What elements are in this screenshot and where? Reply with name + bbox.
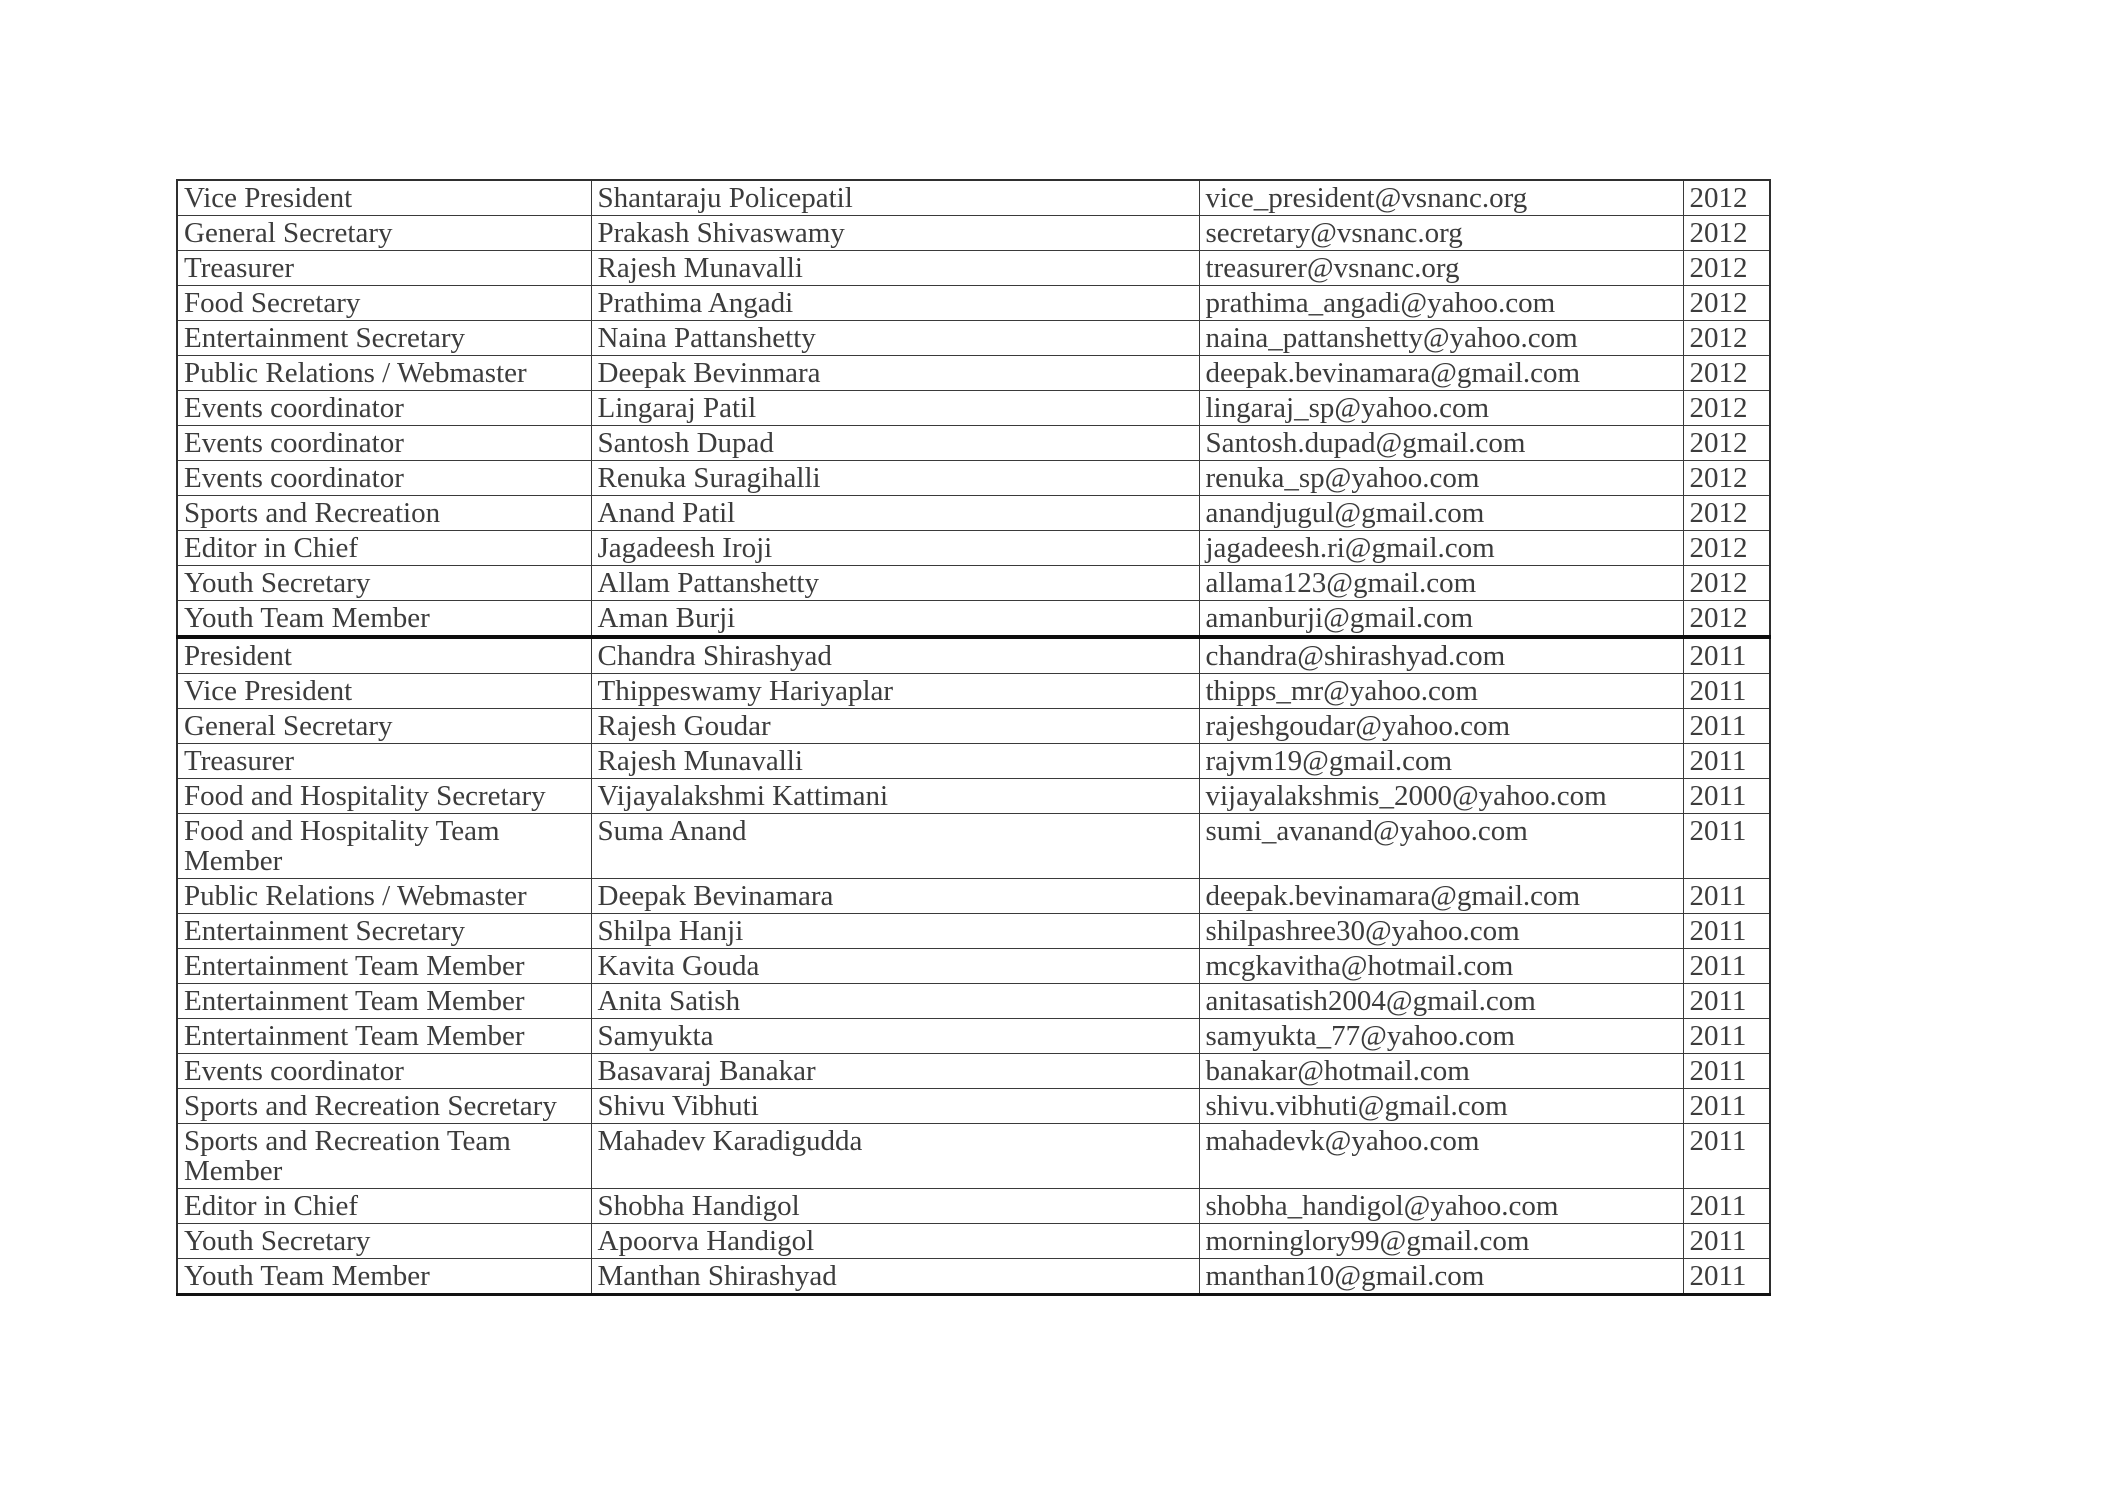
year-cell: 2011 bbox=[1683, 1054, 1770, 1089]
table-row bbox=[177, 879, 1770, 914]
email-cell: treasurer@vsnanc.org bbox=[1199, 251, 1683, 286]
name-cell: Deepak Bevinmara bbox=[591, 356, 1199, 391]
table-row bbox=[177, 531, 1770, 566]
role-cell: Food and Hospitality Secretary bbox=[177, 779, 591, 814]
table-row bbox=[177, 914, 1770, 949]
year-cell: 2012 bbox=[1683, 286, 1770, 321]
year-cell: 2012 bbox=[1683, 321, 1770, 356]
name-cell: Shobha Handigol bbox=[591, 1189, 1199, 1224]
year-cell: 2011 bbox=[1683, 1189, 1770, 1224]
table-row bbox=[177, 814, 1770, 879]
role-cell: Editor in Chief bbox=[177, 1189, 591, 1224]
role-cell: Entertainment Team Member bbox=[177, 984, 591, 1019]
name-cell: Allam Pattanshetty bbox=[591, 566, 1199, 601]
role-cell: General Secretary bbox=[177, 216, 591, 251]
year-cell: 2011 bbox=[1683, 1019, 1770, 1054]
year-cell: 2012 bbox=[1683, 601, 1770, 638]
email-cell: banakar@hotmail.com bbox=[1199, 1054, 1683, 1089]
role-cell: Entertainment Team Member bbox=[177, 949, 591, 984]
role-cell: Public Relations / Webmaster bbox=[177, 879, 591, 914]
year-cell: 2012 bbox=[1683, 356, 1770, 391]
table-row bbox=[177, 1259, 1770, 1295]
table-row bbox=[177, 1224, 1770, 1259]
email-cell: lingaraj_sp@yahoo.com bbox=[1199, 391, 1683, 426]
role-cell: Sports and Recreation bbox=[177, 496, 591, 531]
email-cell: rajeshgoudar@yahoo.com bbox=[1199, 709, 1683, 744]
role-cell: Events coordinator bbox=[177, 391, 591, 426]
email-cell: Santosh.dupad@gmail.com bbox=[1199, 426, 1683, 461]
table-row bbox=[177, 674, 1770, 709]
name-cell: Shivu Vibhuti bbox=[591, 1089, 1199, 1124]
year-cell: 2012 bbox=[1683, 180, 1770, 216]
role-cell: Vice President bbox=[177, 674, 591, 709]
year-cell: 2011 bbox=[1683, 914, 1770, 949]
role-cell: Public Relations / Webmaster bbox=[177, 356, 591, 391]
year-cell: 2011 bbox=[1683, 1224, 1770, 1259]
name-cell: Rajesh Goudar bbox=[591, 709, 1199, 744]
role-cell: Youth Secretary bbox=[177, 1224, 591, 1259]
committee-table-container bbox=[176, 179, 1771, 1296]
year-cell: 2011 bbox=[1683, 1259, 1770, 1295]
year-cell: 2011 bbox=[1683, 779, 1770, 814]
role-cell: Youth Team Member bbox=[177, 601, 591, 638]
name-cell: Vijayalakshmi Kattimani bbox=[591, 779, 1199, 814]
name-cell: Shilpa Hanji bbox=[591, 914, 1199, 949]
name-cell: Manthan Shirashyad bbox=[591, 1259, 1199, 1295]
name-cell: Shantaraju Policepatil bbox=[591, 180, 1199, 216]
table-row bbox=[177, 321, 1770, 356]
year-cell: 2011 bbox=[1683, 814, 1770, 879]
name-cell: Deepak Bevinamara bbox=[591, 879, 1199, 914]
role-cell: Youth Team Member bbox=[177, 1259, 591, 1295]
email-cell: morninglory99@gmail.com bbox=[1199, 1224, 1683, 1259]
role-cell: Events coordinator bbox=[177, 461, 591, 496]
name-cell: Kavita Gouda bbox=[591, 949, 1199, 984]
year-cell: 2011 bbox=[1683, 637, 1770, 674]
table-row bbox=[177, 566, 1770, 601]
year-cell: 2011 bbox=[1683, 744, 1770, 779]
name-cell: Suma Anand bbox=[591, 814, 1199, 879]
table-row bbox=[177, 391, 1770, 426]
year-cell: 2011 bbox=[1683, 1089, 1770, 1124]
name-cell: Prathima Angadi bbox=[591, 286, 1199, 321]
year-cell: 2011 bbox=[1683, 984, 1770, 1019]
year-cell: 2011 bbox=[1683, 1124, 1770, 1189]
role-cell: Youth Secretary bbox=[177, 566, 591, 601]
name-cell: Jagadeesh Iroji bbox=[591, 531, 1199, 566]
role-cell: President bbox=[177, 637, 591, 674]
year-cell: 2011 bbox=[1683, 949, 1770, 984]
section-2011 bbox=[177, 637, 1770, 1295]
year-cell: 2012 bbox=[1683, 251, 1770, 286]
table-row bbox=[177, 1019, 1770, 1054]
email-cell: naina_pattanshetty@yahoo.com bbox=[1199, 321, 1683, 356]
table-row bbox=[177, 1189, 1770, 1224]
email-cell: jagadeesh.ri@gmail.com bbox=[1199, 531, 1683, 566]
role-cell: Entertainment Team Member bbox=[177, 1019, 591, 1054]
role-cell: Entertainment Secretary bbox=[177, 914, 591, 949]
email-cell: shivu.vibhuti@gmail.com bbox=[1199, 1089, 1683, 1124]
year-cell: 2012 bbox=[1683, 461, 1770, 496]
role-cell: Food and Hospitality Team Member bbox=[177, 814, 591, 879]
email-cell: shilpashree30@yahoo.com bbox=[1199, 914, 1683, 949]
role-cell: Vice President bbox=[177, 180, 591, 216]
table-row bbox=[177, 637, 1770, 674]
email-cell: manthan10@gmail.com bbox=[1199, 1259, 1683, 1295]
table-row bbox=[177, 1054, 1770, 1089]
email-cell: samyukta_77@yahoo.com bbox=[1199, 1019, 1683, 1054]
committee-table bbox=[176, 179, 1771, 1296]
year-cell: 2011 bbox=[1683, 709, 1770, 744]
email-cell: shobha_handigol@yahoo.com bbox=[1199, 1189, 1683, 1224]
role-cell: Treasurer bbox=[177, 744, 591, 779]
email-cell: anandjugul@gmail.com bbox=[1199, 496, 1683, 531]
table-row bbox=[177, 601, 1770, 638]
table-row bbox=[177, 744, 1770, 779]
role-cell: Events coordinator bbox=[177, 426, 591, 461]
table-row bbox=[177, 1124, 1770, 1189]
year-cell: 2012 bbox=[1683, 531, 1770, 566]
email-cell: renuka_sp@yahoo.com bbox=[1199, 461, 1683, 496]
name-cell: Samyukta bbox=[591, 1019, 1199, 1054]
year-cell: 2012 bbox=[1683, 216, 1770, 251]
email-cell: sumi_avanand@yahoo.com bbox=[1199, 814, 1683, 879]
name-cell: Prakash Shivaswamy bbox=[591, 216, 1199, 251]
role-cell: Editor in Chief bbox=[177, 531, 591, 566]
table-row bbox=[177, 496, 1770, 531]
year-cell: 2011 bbox=[1683, 674, 1770, 709]
year-cell: 2012 bbox=[1683, 391, 1770, 426]
name-cell: Anita Satish bbox=[591, 984, 1199, 1019]
table-row bbox=[177, 251, 1770, 286]
name-cell: Anand Patil bbox=[591, 496, 1199, 531]
email-cell: rajvm19@gmail.com bbox=[1199, 744, 1683, 779]
name-cell: Aman Burji bbox=[591, 601, 1199, 638]
table-row bbox=[177, 356, 1770, 391]
year-cell: 2012 bbox=[1683, 426, 1770, 461]
table-row bbox=[177, 779, 1770, 814]
email-cell: deepak.bevinamara@gmail.com bbox=[1199, 356, 1683, 391]
name-cell: Basavaraj Banakar bbox=[591, 1054, 1199, 1089]
email-cell: allama123@gmail.com bbox=[1199, 566, 1683, 601]
table-row bbox=[177, 180, 1770, 216]
year-cell: 2012 bbox=[1683, 496, 1770, 531]
name-cell: Renuka Suragihalli bbox=[591, 461, 1199, 496]
name-cell: Thippeswamy Hariyaplar bbox=[591, 674, 1199, 709]
year-cell: 2011 bbox=[1683, 879, 1770, 914]
table-row bbox=[177, 426, 1770, 461]
name-cell: Rajesh Munavalli bbox=[591, 744, 1199, 779]
email-cell: prathima_angadi@yahoo.com bbox=[1199, 286, 1683, 321]
role-cell: General Secretary bbox=[177, 709, 591, 744]
table-row bbox=[177, 984, 1770, 1019]
table-row bbox=[177, 709, 1770, 744]
name-cell: Santosh Dupad bbox=[591, 426, 1199, 461]
name-cell: Apoorva Handigol bbox=[591, 1224, 1199, 1259]
table-row bbox=[177, 216, 1770, 251]
year-cell: 2012 bbox=[1683, 566, 1770, 601]
section-2012 bbox=[177, 180, 1770, 637]
role-cell: Treasurer bbox=[177, 251, 591, 286]
table-row bbox=[177, 1089, 1770, 1124]
name-cell: Naina Pattanshetty bbox=[591, 321, 1199, 356]
role-cell: Sports and Recreation Team Member bbox=[177, 1124, 591, 1189]
table-row bbox=[177, 949, 1770, 984]
name-cell: Chandra Shirashyad bbox=[591, 637, 1199, 674]
name-cell: Rajesh Munavalli bbox=[591, 251, 1199, 286]
email-cell: vijayalakshmis_2000@yahoo.com bbox=[1199, 779, 1683, 814]
email-cell: thipps_mr@yahoo.com bbox=[1199, 674, 1683, 709]
email-cell: chandra@shirashyad.com bbox=[1199, 637, 1683, 674]
role-cell: Sports and Recreation Secretary bbox=[177, 1089, 591, 1124]
email-cell: anitasatish2004@gmail.com bbox=[1199, 984, 1683, 1019]
email-cell: deepak.bevinamara@gmail.com bbox=[1199, 879, 1683, 914]
name-cell: Lingaraj Patil bbox=[591, 391, 1199, 426]
name-cell: Mahadev Karadigudda bbox=[591, 1124, 1199, 1189]
email-cell: vice_president@vsnanc.org bbox=[1199, 180, 1683, 216]
role-cell: Food Secretary bbox=[177, 286, 591, 321]
email-cell: secretary@vsnanc.org bbox=[1199, 216, 1683, 251]
email-cell: mahadevk@yahoo.com bbox=[1199, 1124, 1683, 1189]
role-cell: Events coordinator bbox=[177, 1054, 591, 1089]
role-cell: Entertainment Secretary bbox=[177, 321, 591, 356]
email-cell: amanburji@gmail.com bbox=[1199, 601, 1683, 638]
table-row bbox=[177, 461, 1770, 496]
email-cell: mcgkavitha@hotmail.com bbox=[1199, 949, 1683, 984]
table-row bbox=[177, 286, 1770, 321]
